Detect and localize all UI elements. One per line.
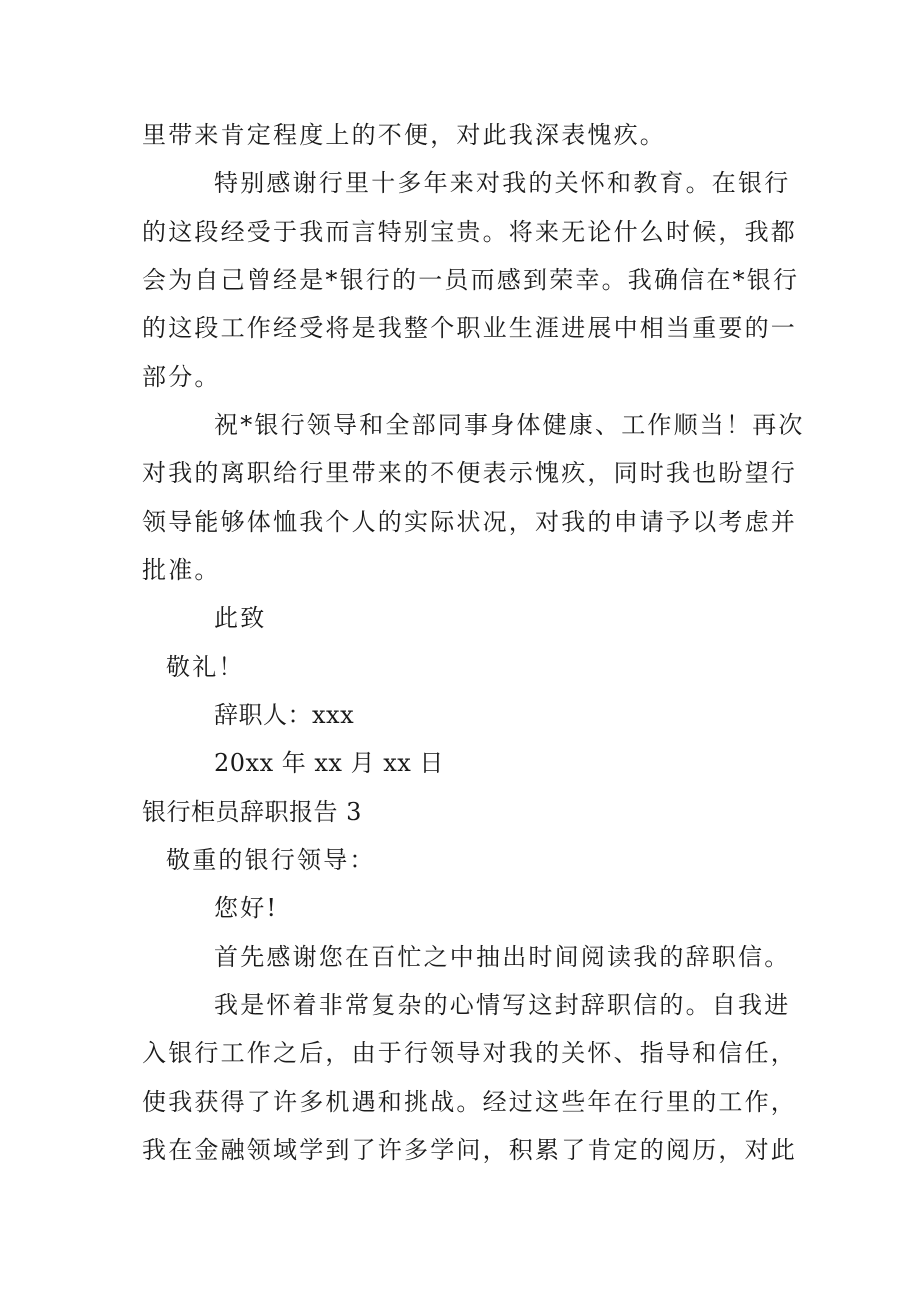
paragraph-start: 特别感谢行里十多年来对我的关怀和教育。在银行 <box>214 169 791 197</box>
greeting-hello: 您好! <box>214 894 279 922</box>
text-line: 使我获得了许多机遇和挑战。经过这些年在行里的工作， <box>142 1088 797 1116</box>
section-title: 银行柜员辞职报告 3 <box>142 798 362 826</box>
text-line: 入银行工作之后，由于行领导对我的关怀、指导和信任， <box>142 1039 797 1067</box>
paragraph-start: 首先感谢您在百忙之中抽出时间阅读我的辞职信。 <box>214 943 791 971</box>
text-line: 领导能够体恤我个人的实际状况，对我的申请予以考虑并 <box>142 508 797 536</box>
text-line: 我在金融领域学到了许多学问，积累了肯定的阅历，对此 <box>142 1136 797 1164</box>
greeting: 敬重的银行领导： <box>166 846 376 874</box>
signatory: 辞职人：xxx <box>214 701 355 729</box>
text-line: 对我的离职给行里带来的不便表示愧疚，同时我也盼望行 <box>142 459 797 487</box>
salutation-closing: 敬礼！ <box>166 653 245 681</box>
paragraph-start: 我是怀着非常复杂的心情写这封辞职信的。自我进 <box>214 991 791 1019</box>
text-line: 里带来肯定程度上的不便，对此我深表愧疚。 <box>142 121 666 149</box>
paragraph-start: 祝*银行领导和全部同事身体健康、工作顺当！再次 <box>214 411 805 439</box>
text-line: 会为自己曾经是*银行的一员而感到荣幸。我确信在*银行 <box>142 266 800 294</box>
text-line: 的这段经受于我而言特别宝贵。将来无论什么时候，我都 <box>142 218 797 246</box>
date-line: 20xx 年 xx 月 xx 日 <box>214 749 444 777</box>
text-line: 的这段工作经受将是我整个职业生涯进展中相当重要的一 <box>142 314 797 342</box>
text-line: 批准。 <box>142 556 221 584</box>
closing-phrase: 此致 <box>214 604 267 632</box>
text-line: 部分。 <box>142 363 221 391</box>
